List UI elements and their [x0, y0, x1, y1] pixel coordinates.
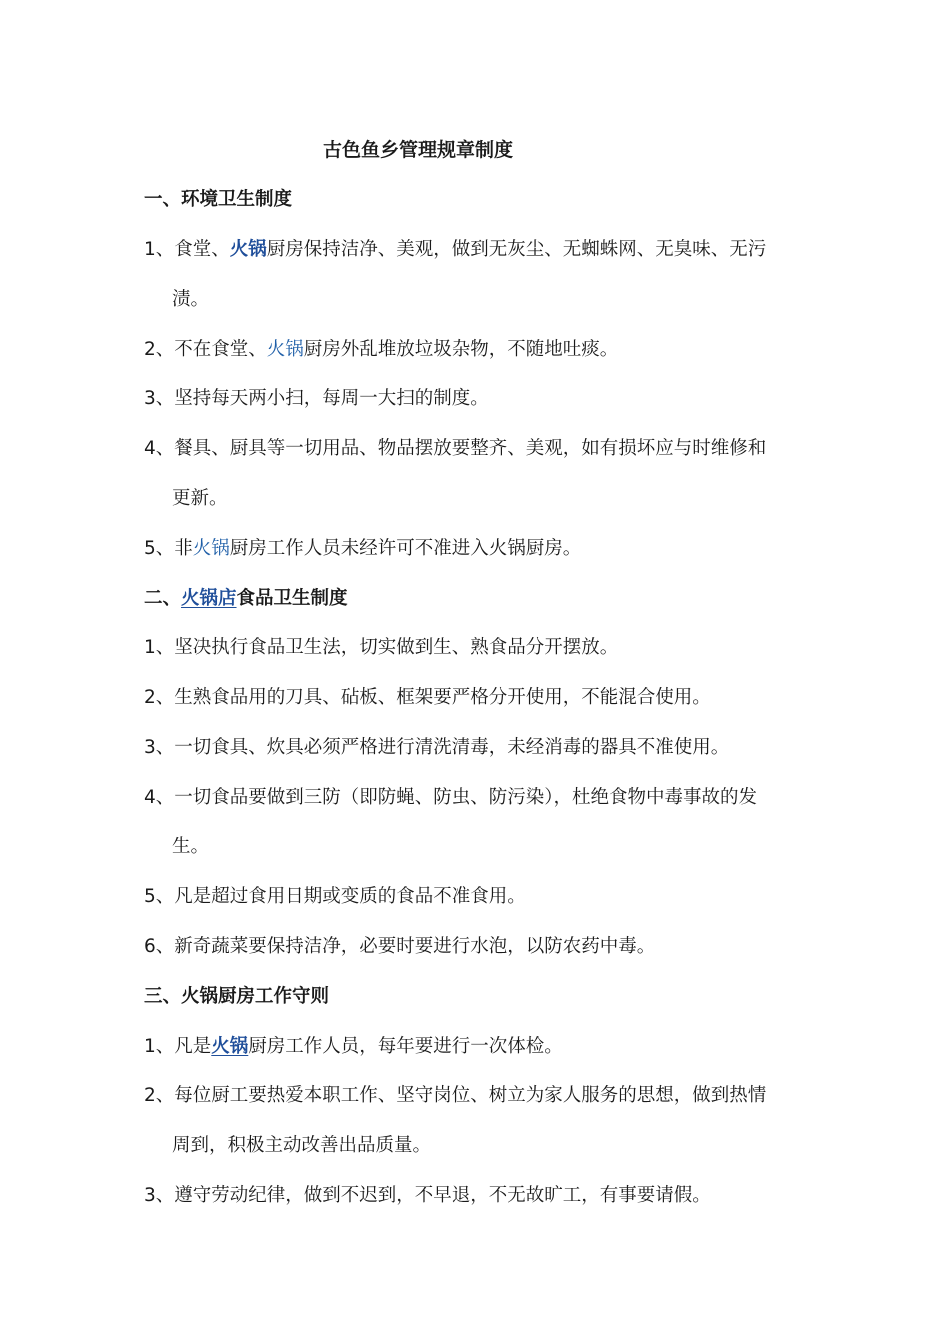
list-item [144, 535, 581, 563]
hotpot-link[interactable]: 火锅 [192, 538, 230, 559]
hotpot-link[interactable]: 火锅 [211, 1036, 249, 1057]
item-text: 厨房工作人员，每年要进行一次体检。 [248, 1036, 563, 1057]
list-item: 6、新奇蔬菜要保持洁净，必要时要进行水泡，以防农药中毒。 [144, 936, 656, 957]
list-item-continuation: 周到，积极主动改善出品质量。 [172, 1135, 432, 1156]
list-item-continuation: 更新。 [172, 488, 228, 509]
hotpot-link[interactable]: 火锅 [266, 339, 304, 360]
item-text: 2、不在食堂、 [144, 339, 267, 360]
document-title: 古色鱼乡管理规章制度 [322, 139, 513, 161]
list-item: 2、生熟食品用的刀具、砧板、框架要严格分开使用，不能混合使用。 [144, 687, 711, 708]
section-heading-1: 一、环境卫生制度 [144, 189, 293, 210]
list-item [144, 1033, 563, 1061]
item-text: 厨房工作人员未经许可不准进入火锅厨房。 [229, 538, 582, 559]
hotpot-link[interactable]: 火锅 [229, 239, 267, 260]
list-item-continuation: 渍。 [172, 289, 210, 310]
list-item: 3、遵守劳动纪律，做到不迟到，不早退，不无故旷工，有事要请假。 [144, 1185, 711, 1206]
list-item: 4、一切食品要做到三防（即防蝇、防虫、防污染），杜绝食物中毒事故的发 [144, 787, 758, 808]
item-text: 厨房外乱堆放垃圾杂物，不随地吐痰。 [303, 339, 619, 360]
list-item-continuation: 生。 [172, 836, 210, 857]
heading-suffix: 食品卫生制度 [236, 588, 348, 609]
section-heading-3: 三、火锅厨房工作守则 [144, 986, 330, 1007]
list-item [144, 236, 766, 264]
list-item: 3、坚持每天两小扫，每周一大扫的制度。 [144, 388, 489, 409]
list-item: 5、凡是超过食用日期或变质的食品不准食用。 [144, 886, 526, 907]
list-item: 1、坚决执行食品卫生法，切实做到生、熟食品分开摆放。 [144, 637, 619, 658]
heading-prefix: 二、 [144, 588, 182, 609]
item-text: 1、食堂、 [144, 239, 230, 260]
item-text: 厨房保持洁净、美观，做到无灰尘、无蜘蛛网、无臭味、无污 [266, 239, 767, 260]
list-item: 3、一切食具、炊具必须严格进行清洗清毒，未经消毒的器具不准使用。 [144, 737, 730, 758]
list-item [144, 336, 618, 364]
list-item: 4、餐具、厨具等一切用品、物品摆放要整齐、美观，如有损坏应与时维修和 [144, 438, 767, 459]
item-text: 5、非 [144, 538, 193, 559]
item-text: 1、凡是 [144, 1036, 212, 1057]
section-heading-2 [144, 585, 348, 613]
hotpot-store-link[interactable]: 火锅店 [181, 588, 237, 609]
list-item: 2、每位厨工要热爱本职工作、坚守岗位、树立为家人服务的思想，做到热情 [144, 1085, 767, 1106]
